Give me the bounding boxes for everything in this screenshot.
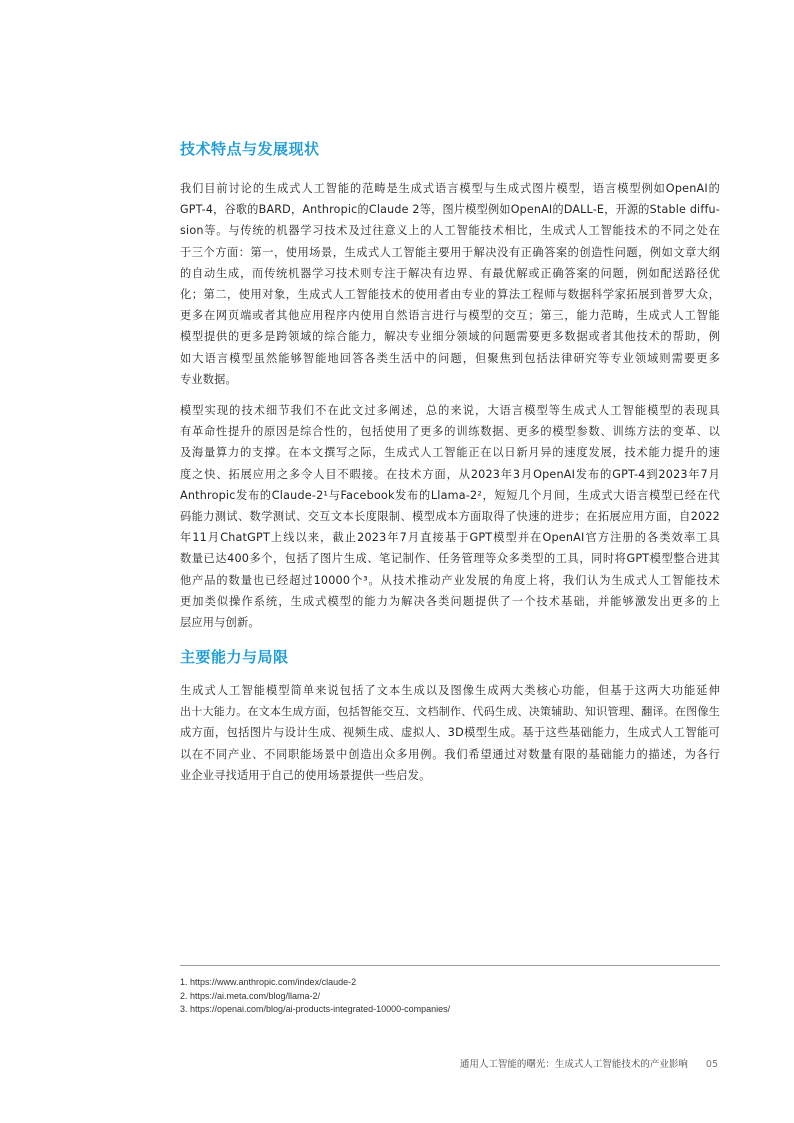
section-heading-tech-features: 技术特点与发展现状 [180,140,320,158]
text-line: 更多在网页端或者其他应用程序内使用自然语言进行与模型的交互；第三，能力范畴，生成式人工智能 [180,309,720,323]
paragraph-tech-scope [180,178,720,390]
page-footer [460,1056,718,1070]
text-line: 他产品的数量也已经超过10000个³。从技术推动产业发展的角度上将，我们认为生成式人工智能技术 [180,573,720,587]
text-line: 出十大能力。在文本生成方面，包括智能交互、文档制作、代码生成、决策辅助、知识管理、翻译。在图像生 [180,705,720,719]
text-line: 业企业寻找适用于自己的使用场景提供一些启发。 [180,768,431,782]
text-line: 模型实现的技术细节我们不在此文过多阐述，总的来说，大语言模型等生成式人工智能模型的表现具 [180,404,720,417]
text-line: 码能力测试、数学测试、交互文本长度限制、模型成本方面取得了快速的进步；在拓展应用方面，自2022 [180,510,720,524]
text-line: 层应用与创新。 [180,616,260,630]
text-line: 成方面，包括图片与设计生成、视频生成、虚拟人、3D模型生成。基于这些基础能力，生成式人工智能可 [180,726,720,740]
text-line: 专业数据。 [180,372,237,386]
footnote-link[interactable]: 2. https://ai.meta.com/blog/llama-2/ [180,990,321,1001]
text-line: Anthropic发布的Claude-2¹与Facebook发布的Llama-2²，短短几个月间，生成式大语言模型已经在代 [180,488,720,502]
text-line: 模型提供的更多是跨领域的综合能力，解决专业细分领域的问题需要更多数据或者其他技术的帮助，例 [180,330,720,344]
text-line: 数量已达400多个，包括了图片生成、笔记制作、任务管理等众多类型的工具，同时将GPT模型整合进其 [180,552,720,566]
footnote-link[interactable]: 1. https://www.anthropic.com/index/claude-2 [180,977,357,987]
text-line: 度之快、拓展应用之多令人目不暇接。在技术方面，从2023年3月OpenAI发布的GPT-4到2023年7月 [180,467,720,481]
text-line: 年11月ChatGPT上线以来，截止2023年7月直接基于GPT模型并在OpenAI官方注册的各类效率工具 [180,531,720,545]
text-line: 的自动生成，而传统机器学习技术则专注于解决有边界、有最优解或正确答案的问题，例如配送路径优 [180,266,720,280]
text-line: 化；第二，使用对象，生成式人工智能技术的使用者由专业的算法工程师与数据科学家拓展到普罗大众， [180,288,720,302]
paragraph-capabilities [180,680,720,786]
footer-title: 通用人工智能的曙光：生成式人工智能技术的产业影响 [459,1059,688,1070]
text-line: 于三个方面：第一，使用场景，生成式人工智能主要用于解决没有正确答案的创造性问题，例如文章大纲 [180,245,720,259]
paragraph-tech-details [180,400,720,633]
text-line: sion等。与传统的机器学习技术及过往意义上的人工智能技术相比，生成式人工智能技术的不同之处在 [180,224,720,238]
footnotes [180,976,720,1017]
text-line: 有革命性提升的原因是综合性的，包括使用了更多的训练数据、更多的模型参数、训练方法的变革、以 [180,425,720,439]
text-line: 生成式人工智能模型简单来说包括了文本生成以及图像生成两大类核心功能，但基于这两大功能延伸 [180,684,720,697]
page-number: 05 [705,1059,718,1070]
text-line: 如大语言模型虽然能够智能地回答各类生活中的问题，但聚焦到包括法律研究等专业领域则需要更多 [180,351,720,365]
text-line: 以在不同产业、不同职能场景中创造出众多用例。我们希望通过对数量有限的基础能力的描述，为各行 [180,747,720,761]
section-heading-capabilities: 主要能力与局限 [180,648,289,666]
text-line: 更加类似操作系统，生成式模型的能力为解决各类问题提供了一个技术基础，并能够激发出更多的上 [180,594,720,608]
text-line: 及海量算力的支撑。在本文撰写之际，生成式人工智能正在以日新月异的速度发展，技术能力提升的速 [180,446,720,460]
footnote-link[interactable]: 3. https://openai.com/blog/ai-products-integrated-10000-companies/ [180,1004,451,1014]
footnote-divider [180,965,720,966]
text-line: GPT-4，谷歌的BARD，Anthropic的Claude 2等，图片模型例如OpenAI的DALL-E，开源的Stable diffu- [180,203,720,217]
text-line: 我们目前讨论的生成式人工智能的范畴是生成式语言模型与生成式图片模型，语言模型例如OpenAI的 [180,182,720,195]
